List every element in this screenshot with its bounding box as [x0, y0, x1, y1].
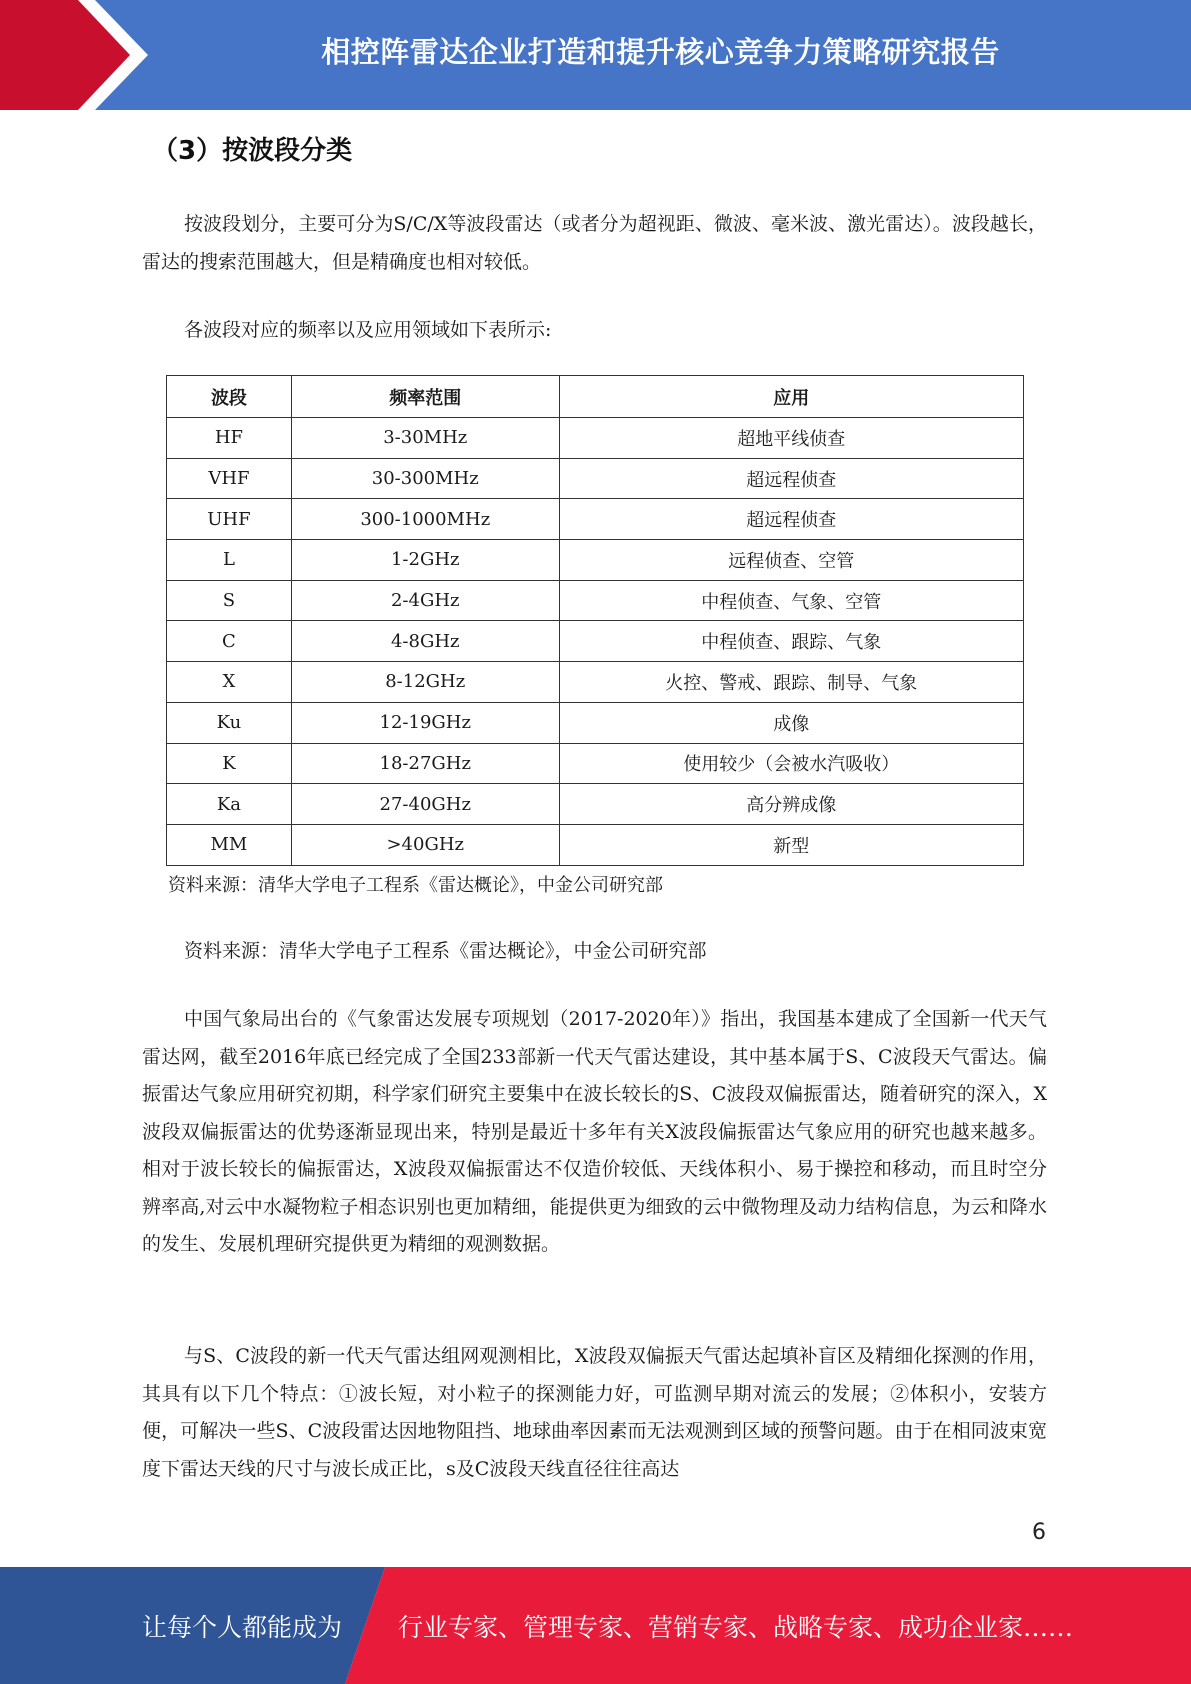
cell-application: 新型 — [559, 824, 1023, 865]
band-frequency-table — [166, 375, 1024, 866]
cell-frequency: 2-4GHz — [291, 580, 559, 621]
cell-frequency: 8-12GHz — [291, 662, 559, 703]
table-lead-text: 各波段对应的频率以及应用领域如下表所示: — [184, 319, 552, 341]
cell-band: MM — [167, 824, 292, 865]
cell-frequency: 30-300MHz — [291, 458, 559, 499]
cell-application: 超远程侦查 — [559, 499, 1023, 540]
table-row — [167, 418, 1024, 459]
cell-application: 中程侦查、气象、空管 — [559, 580, 1023, 621]
report-title: 相控阵雷达企业打造和提升核心竞争力策略研究报告 — [321, 34, 1000, 69]
table-row — [167, 824, 1024, 865]
cell-application: 超远程侦查 — [559, 458, 1023, 499]
table-row — [167, 743, 1024, 784]
cell-frequency: 18-27GHz — [291, 743, 559, 784]
table-row — [167, 540, 1024, 581]
cell-band: VHF — [167, 458, 292, 499]
cell-band: X — [167, 662, 292, 703]
cell-application: 火控、警戒、跟踪、制导、气象 — [559, 662, 1023, 703]
column-header-band: 波段 — [167, 376, 292, 418]
column-header-application: 应用 — [559, 376, 1023, 418]
cell-frequency: 3-30MHz — [291, 418, 559, 459]
cell-band: UHF — [167, 499, 292, 540]
table-row — [167, 621, 1024, 662]
cell-frequency: 300-1000MHz — [291, 499, 559, 540]
cell-application: 高分辨成像 — [559, 784, 1023, 825]
column-header-frequency: 频率范围 — [291, 376, 559, 418]
table-row — [167, 662, 1024, 703]
cell-application: 中程侦查、跟踪、气象 — [559, 621, 1023, 662]
page-footer — [0, 1567, 1191, 1684]
table-row — [167, 784, 1024, 825]
cell-frequency: 1-2GHz — [291, 540, 559, 581]
source-note-paragraph: 资料来源：清华大学电子工程系《雷达概论》，中金公司研究部 — [184, 940, 707, 962]
cell-band: L — [167, 540, 292, 581]
cell-band: K — [167, 743, 292, 784]
cell-application: 使用较少（会被水汽吸收） — [559, 743, 1023, 784]
table-body — [167, 418, 1024, 866]
table-row — [167, 458, 1024, 499]
intro-paragraph: 按波段划分，主要可分为S/C/X等波段雷达（或者分为超视距、微波、毫米波、激光雷达）。波段越长，雷达的搜索范围越大，但是精确度也相对较低。 — [142, 213, 1047, 273]
cell-frequency: 12-19GHz — [291, 702, 559, 743]
section-heading: （3）按波段分类 — [152, 136, 353, 166]
cell-band: Ku — [167, 702, 292, 743]
cell-frequency: 4-8GHz — [291, 621, 559, 662]
footer-slogan-left: 让每个人都能成为 — [142, 1612, 343, 1642]
header-chevron-decoration — [0, 0, 160, 110]
page-number: 6 — [1032, 1520, 1046, 1545]
cell-frequency: >40GHz — [291, 824, 559, 865]
table-row — [167, 702, 1024, 743]
cell-application: 远程侦查、空管 — [559, 540, 1023, 581]
table-row — [167, 580, 1024, 621]
table-source-note: 资料来源：清华大学电子工程系《雷达概论》，中金公司研究部 — [168, 875, 663, 896]
cell-band: C — [167, 621, 292, 662]
cell-band: Ka — [167, 784, 292, 825]
cell-application: 成像 — [559, 702, 1023, 743]
footer-slogan-right: 行业专家、管理专家、营销专家、战略专家、成功企业家…… — [398, 1612, 1074, 1642]
cell-frequency: 27-40GHz — [291, 784, 559, 825]
table-row — [167, 499, 1024, 540]
page-header — [0, 0, 1191, 110]
table-header-row — [167, 376, 1024, 418]
cell-application: 超地平线侦查 — [559, 418, 1023, 459]
cma-paragraph: 中国气象局出台的《气象雷达发展专项规划（2017-2020年）》指出，我国基本建成了全国新一代天气雷达网，截至2016年底已经完成了全国233部新一代天气雷达建设，其中基本属于S、C波段天气雷达。偏振雷达气象应用研究初期，科学家们研究主要集中在波长较长的S、C波段双偏振雷达，随着研究的深入，X波段双偏振雷达的优势逐渐显现出来，特别是最近十多年有关X波段偏振雷达气象应用的研究也越来越多。相对于波长较长的偏振雷达，X波段双偏振雷达不仅造价较低、天线体积小、易于操控和移动，而且时空分辨率高,对云中水凝物粒子相态识别也更加精细，能提供更为细致的云中微物理及动力结构信息，为云和降水的发生、发展机理研究提供更为精细的观测数据。 — [142, 1008, 1047, 1255]
xband-paragraph: 与S、C波段的新一代天气雷达组网观测相比，X波段双偏振天气雷达起填补盲区及精细化探测的作用，其具有以下几个特点：①波长短，对小粒子的探测能力好，可监测早期对流云的发展；②体积小，安装方便，可解决一些S、C波段雷达因地物阻挡、地球曲率因素而无法观测到区域的预警问题。由于在相同波束宽度下雷达天线的尺寸与波长成正比，s及C波段天线直径往往高达 — [142, 1345, 1047, 1480]
cell-band: S — [167, 580, 292, 621]
cell-band: HF — [167, 418, 292, 459]
